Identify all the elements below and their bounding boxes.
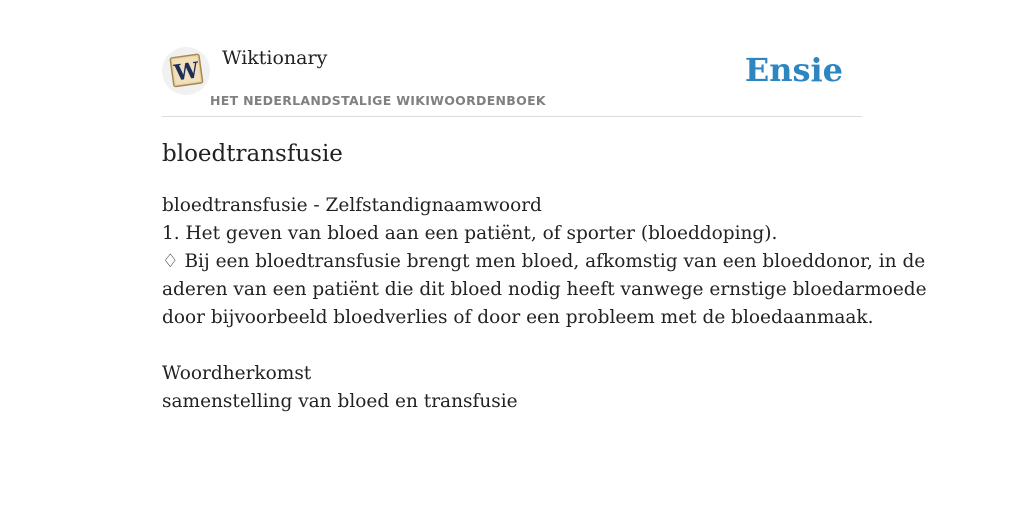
example-line: aderen van een patiënt die dit bloed nodig heeft vanwege ernstige bloedarmoede — [162, 279, 927, 300]
wiktionary-logo-graphic — [162, 47, 210, 95]
etymology-text: samenstelling van bloed en transfusie — [162, 391, 518, 412]
part-of-speech-line: bloedtransfusie - Zelfstandignaamwoord — [162, 195, 542, 216]
spacer — [162, 332, 867, 360]
site-header — [162, 44, 862, 117]
site-name-link[interactable]: Wiktionary — [222, 47, 328, 69]
etymology-heading: Woordherkomst — [162, 363, 312, 384]
ensie-brand-link[interactable]: Ensie — [744, 51, 843, 89]
example-line: ♢ Bij een bloedtransfusie brengt men bloed, afkomstig van een bloeddonor, in de — [162, 251, 926, 272]
page-title: bloedtransfusie — [162, 141, 343, 167]
site-tagline: HET NEDERLANDSTALIGE WIKIWOORDENBOEK — [210, 93, 546, 108]
wiktionary-logo-icon[interactable] — [162, 47, 210, 95]
definition-line: 1. Het geven van bloed aan een patiënt, of sporter (bloeddoping). — [162, 223, 778, 244]
logo-letter: W — [172, 57, 201, 87]
entry-content — [162, 192, 927, 416]
example-line: door bijvoorbeeld bloedverlies of door een probleem met de bloedaanmaak. — [162, 307, 874, 328]
